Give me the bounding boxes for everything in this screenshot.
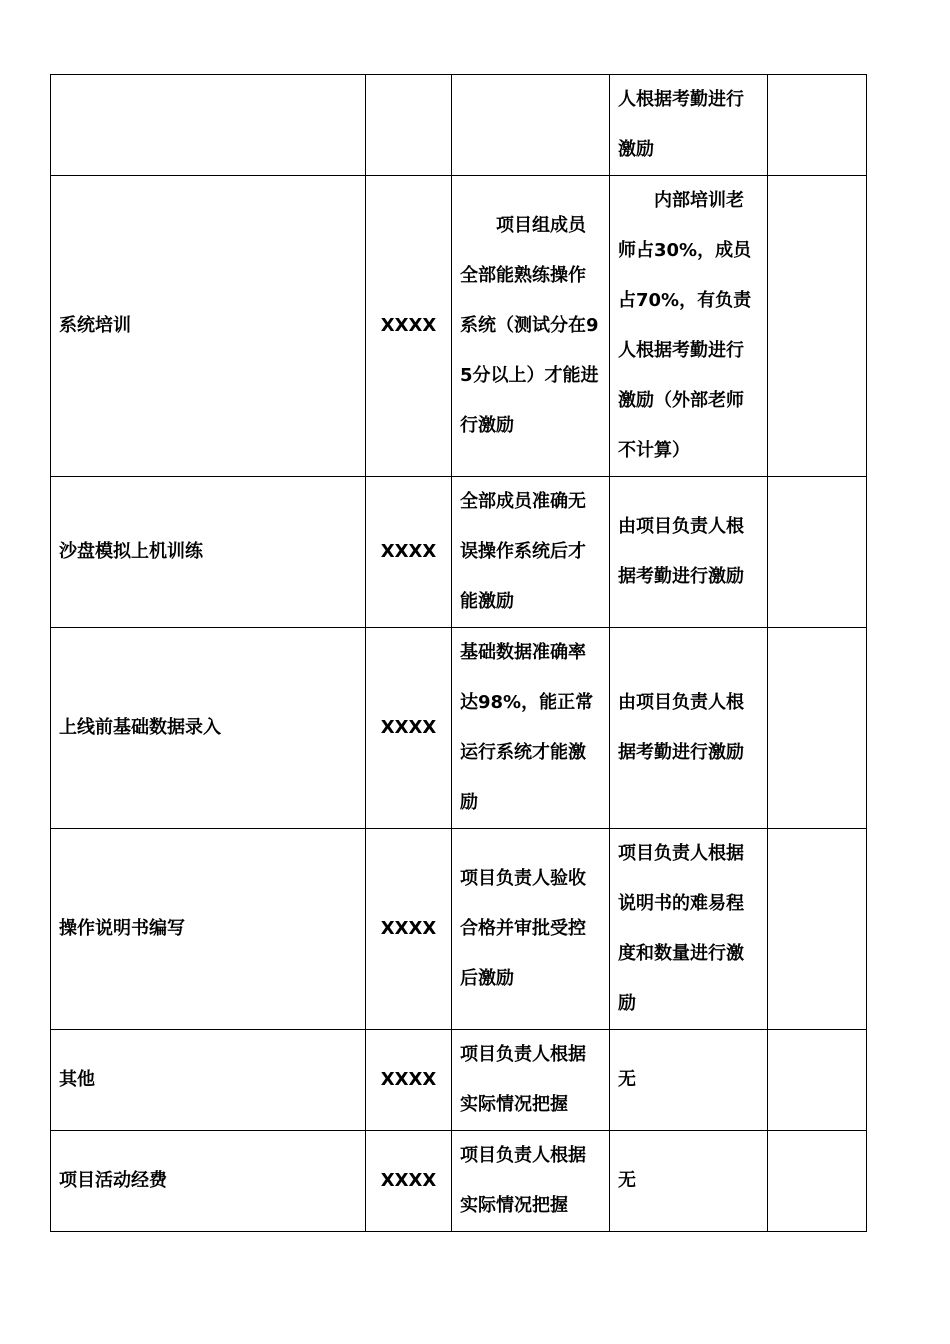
amount-cell: XXXX xyxy=(366,628,452,829)
standard-cell: 项目负责人根据实际情况把握 xyxy=(452,1030,610,1131)
item-cell xyxy=(51,75,366,176)
item-cell: 沙盘模拟上机训练 xyxy=(51,477,366,628)
method-cell: 人根据考勤进行激励 xyxy=(610,75,768,176)
method-cell: 由项目负责人根据考勤进行激励 xyxy=(610,477,768,628)
table-row xyxy=(51,477,867,628)
standard-cell: 项目负责人根据实际情况把握 xyxy=(452,1131,610,1232)
note-cell xyxy=(768,628,867,829)
amount-cell xyxy=(366,75,452,176)
method-cell: 无 xyxy=(610,1131,768,1232)
note-cell xyxy=(768,1030,867,1131)
amount-cell: XXXX xyxy=(366,829,452,1030)
amount-cell: XXXX xyxy=(366,176,452,477)
table-row xyxy=(51,1131,867,1232)
standard-cell: 全部成员准确无误操作系统后才能激励 xyxy=(452,477,610,628)
method-cell: 项目负责人根据说明书的难易程度和数量进行激励 xyxy=(610,829,768,1030)
amount-cell: XXXX xyxy=(366,1131,452,1232)
note-cell xyxy=(768,829,867,1030)
note-cell xyxy=(768,1131,867,1232)
table-row xyxy=(51,1030,867,1131)
item-cell: 项目活动经费 xyxy=(51,1131,366,1232)
incentive-table xyxy=(50,74,867,1232)
item-cell: 其他 xyxy=(51,1030,366,1131)
item-cell: 操作说明书编写 xyxy=(51,829,366,1030)
amount-cell: XXXX xyxy=(366,1030,452,1131)
table-row xyxy=(51,75,867,176)
item-cell: 上线前基础数据录入 xyxy=(51,628,366,829)
note-cell xyxy=(768,75,867,176)
table-row xyxy=(51,829,867,1030)
method-cell: 内部培训老师占30%，成员占70%，有负责人根据考勤进行激励（外部老师不计算） xyxy=(610,176,768,477)
item-cell: 系统培训 xyxy=(51,176,366,477)
amount-cell: XXXX xyxy=(366,477,452,628)
table-row xyxy=(51,628,867,829)
standard-cell xyxy=(452,75,610,176)
standard-cell: 项目负责人验收合格并审批受控后激励 xyxy=(452,829,610,1030)
note-cell xyxy=(768,176,867,477)
standard-cell: 项目组成员全部能熟练操作系统（测试分在95分以上）才能进行激励 xyxy=(452,176,610,477)
method-cell: 无 xyxy=(610,1030,768,1131)
method-cell: 由项目负责人根据考勤进行激励 xyxy=(610,628,768,829)
table-row xyxy=(51,176,867,477)
standard-cell: 基础数据准确率达98%，能正常运行系统才能激励 xyxy=(452,628,610,829)
note-cell xyxy=(768,477,867,628)
